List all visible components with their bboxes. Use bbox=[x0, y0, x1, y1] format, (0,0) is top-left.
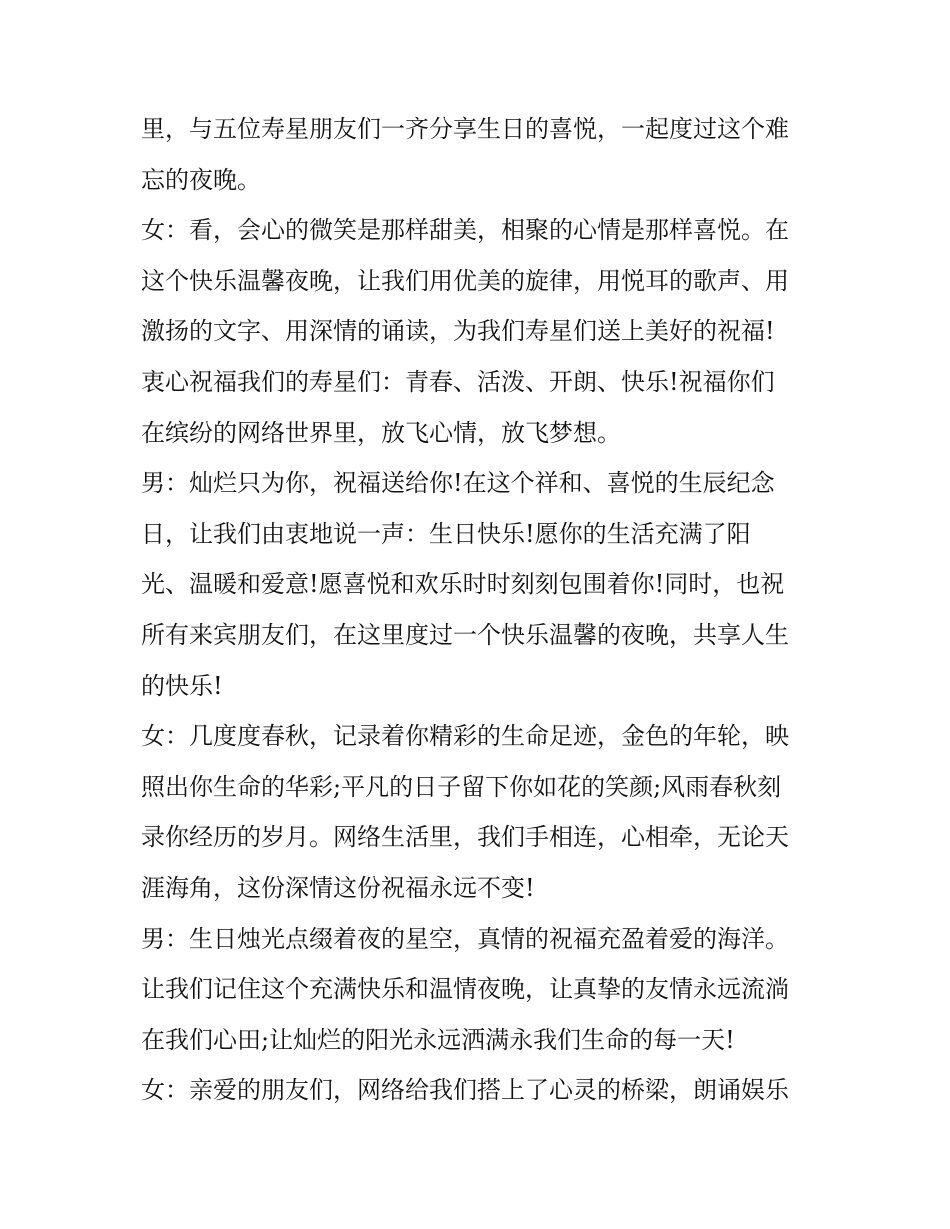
text-line: 录你经历的岁月。网络生活里，我们手相连，心相牵，无论天 bbox=[141, 823, 789, 852]
text-line: 让我们记住这个充满快乐和温情夜晚，让真挚的友情永远流淌 bbox=[141, 975, 789, 1004]
text-line: 在缤纷的网络世界里，放飞心情，放飞梦想。 bbox=[141, 418, 621, 447]
text-line: 男：生日烛光点缀着夜的星空，真情的祝福充盈着爱的海洋。 bbox=[141, 924, 789, 953]
text-line: 女：看，会心的微笑是那样甜美，相聚的心情是那样喜悦。在 bbox=[141, 216, 789, 245]
text-line: 这个快乐温馨夜晚，让我们用优美的旋律，用悦耳的歌声、用 bbox=[141, 266, 789, 295]
text-line: 涯海角，这份深情这份祝福永远不变! bbox=[141, 873, 535, 902]
text-line: 女：亲爱的朋友们，网络给我们搭上了心灵的桥梁，朗诵娱乐 bbox=[141, 1076, 789, 1105]
text-line: 光、温暖和爱意!愿喜悦和欢乐时时刻刻包围着你!同时，也祝 bbox=[141, 570, 785, 599]
text-line: 衷心祝福我们的寿星们：青春、活泼、开朗、快乐!祝福你们 bbox=[141, 367, 775, 396]
text-line: 照出你生命的华彩;平凡的日子留下你如花的笑颜;风雨春秋刻 bbox=[141, 772, 782, 801]
text-line: 所有来宾朋友们，在这里度过一个快乐温馨的夜晚，共享人生 bbox=[141, 620, 789, 649]
text-line: 忘的夜晚。 bbox=[141, 165, 261, 194]
text-line: 日，让我们由衷地说一声：生日快乐!愿你的生活充满了阳 bbox=[141, 519, 751, 548]
text-line: 女：几度度春秋，记录着你精彩的生命足迹，金色的年轮，映 bbox=[141, 722, 789, 751]
text-line: 激扬的文字、用深情的诵读，为我们寿星们送上美好的祝福! bbox=[141, 317, 775, 346]
text-line: 的快乐! bbox=[141, 671, 223, 700]
text-line: 男：灿烂只为你，祝福送给你!在这个祥和、喜悦的生辰纪念 bbox=[141, 469, 775, 498]
text-line: 在我们心田;让灿烂的阳光永远洒满永我们生命的每一天! bbox=[141, 1025, 735, 1054]
document-body bbox=[141, 104, 821, 1116]
text-line: 里，与五位寿星朋友们一齐分享生日的喜悦，一起度过这个难 bbox=[141, 115, 789, 143]
